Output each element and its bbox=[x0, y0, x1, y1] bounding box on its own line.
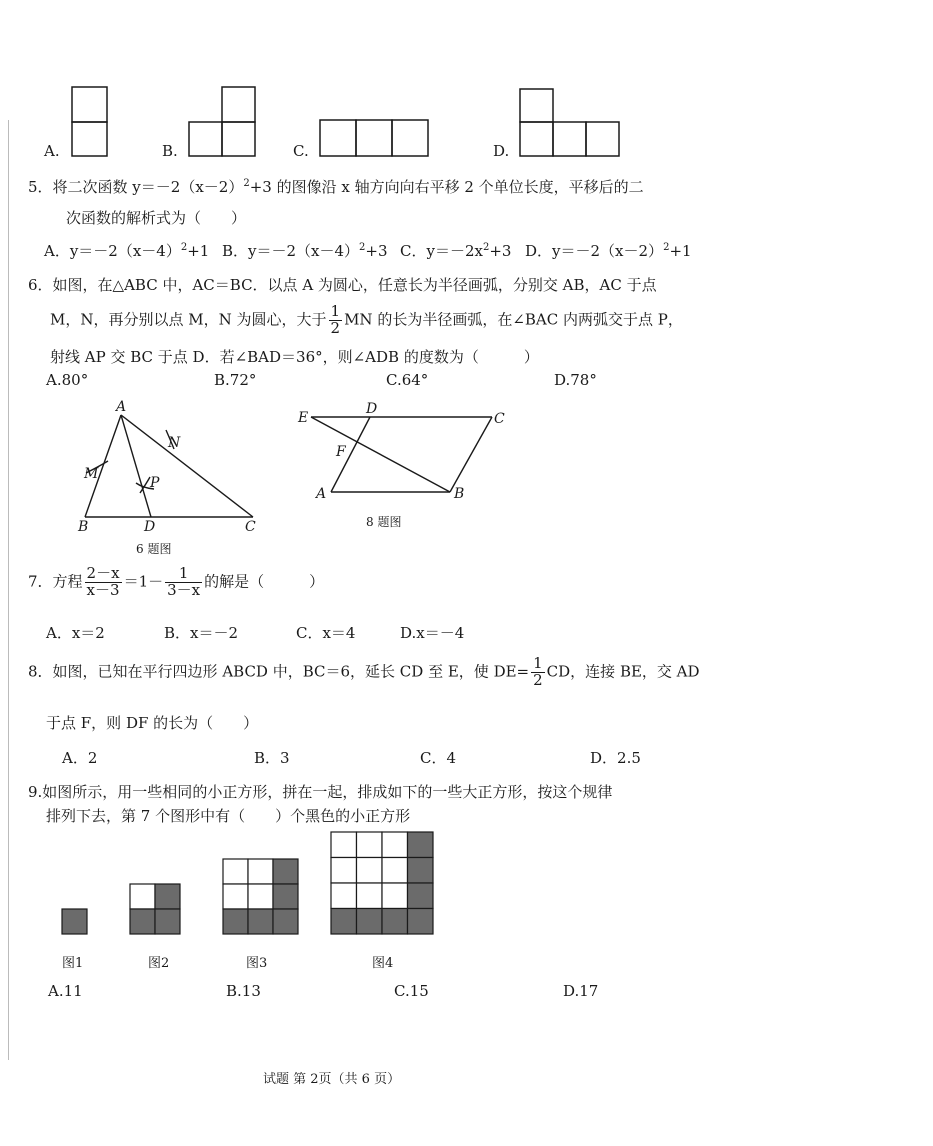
fig2-label: 图2 bbox=[148, 956, 170, 970]
label-f: F bbox=[336, 444, 346, 460]
fig2-cell-white bbox=[130, 884, 155, 909]
side-cb bbox=[450, 417, 492, 492]
fig3-cell-black bbox=[273, 859, 298, 884]
q9-square-pattern bbox=[0, 820, 480, 970]
fig3-cell-black bbox=[248, 909, 273, 934]
q7-option-c: C．x＝4 bbox=[296, 624, 356, 642]
q4-c-square-3 bbox=[392, 120, 428, 156]
q9-option-d: D.17 bbox=[563, 982, 599, 1000]
q6-figure-caption: 6 题图 bbox=[136, 542, 172, 556]
fig3-cell-white bbox=[223, 884, 248, 909]
q4-c-square-1 bbox=[320, 120, 356, 156]
label-a: A bbox=[316, 486, 327, 502]
q5-option-c: C．$y=-2x^2+3$ bbox=[400, 242, 512, 260]
q5-line1: 5．将二次函数 $y=-2(x-2)^2+3$ 的图像沿 x 轴方向向右平移 2 个单位长度，平移后的二 bbox=[28, 178, 644, 196]
label-b: B bbox=[78, 519, 89, 535]
fig3-cell-white bbox=[248, 859, 273, 884]
segment-eb bbox=[311, 417, 450, 492]
q6-fraction: $\frac{1}{2}$ bbox=[330, 302, 341, 337]
q8-option-c: C．4 bbox=[420, 749, 457, 767]
q6-option-a: A.80° bbox=[46, 371, 89, 389]
q6-option-b: B.72° bbox=[214, 371, 257, 389]
q6-line2: M，N，再分别以点 M，N 为圆心，大于 $\frac{1}{2}$ MN 的长为半径画弧，在∠BAC 内两弧交于点 P， bbox=[50, 302, 683, 337]
q7-fraction-1: $\frac{2-x}{x-3}$ bbox=[86, 564, 120, 599]
q4-b-square-right bbox=[222, 122, 255, 156]
fig2-cell-black bbox=[130, 909, 155, 934]
q9-line2: 排列下去，第 7 个图形中有（ ）个黑色的小正方形 bbox=[46, 807, 411, 825]
fig4-cell-white bbox=[382, 883, 408, 909]
fig4-cell-white bbox=[331, 858, 357, 884]
fig2-cell-black bbox=[155, 884, 180, 909]
q6-option-c: C.64° bbox=[386, 371, 429, 389]
q4-d-square-2 bbox=[553, 122, 586, 156]
fig3-cell-white bbox=[248, 884, 273, 909]
q9-option-b: B.13 bbox=[226, 982, 261, 1000]
fig4-cell-white bbox=[382, 832, 408, 858]
q5-line2: 次函数的解析式为（ ） bbox=[66, 209, 247, 227]
fig3-cell-black bbox=[223, 909, 248, 934]
fig4-cell-black bbox=[382, 909, 408, 935]
label-d: D bbox=[366, 401, 378, 417]
fig4-cell-black bbox=[331, 909, 357, 935]
q8-line2: 于点 F，则 DF 的长为（ ） bbox=[46, 714, 259, 732]
q4-d-square-1 bbox=[520, 122, 553, 156]
fig4-cell-black bbox=[357, 909, 383, 935]
label-n: N bbox=[168, 435, 181, 451]
q9-option-a: A.11 bbox=[48, 982, 83, 1000]
q8-fraction: $\frac{1}{2}$ bbox=[533, 654, 543, 689]
q6-triangle-figure bbox=[70, 395, 290, 565]
q5-option-b: B．$y=-2(x-4)^2+3$ bbox=[222, 242, 388, 260]
q8-option-b: B．3 bbox=[254, 749, 290, 767]
fig4-cell-white bbox=[331, 883, 357, 909]
fig4-cell-white bbox=[357, 883, 383, 909]
fig3-cell-white bbox=[223, 859, 248, 884]
q7-option-b: B．x＝－2 bbox=[164, 624, 239, 642]
q4-figures bbox=[0, 80, 700, 170]
label-e: E bbox=[298, 410, 309, 426]
fig4-cell-white bbox=[357, 858, 383, 884]
ray-ad bbox=[121, 415, 151, 517]
fig2-cell-black bbox=[155, 909, 180, 934]
q4-d-square-top bbox=[520, 89, 553, 122]
q4-a-square-bottom bbox=[72, 122, 107, 156]
q6-line1: 6．如图，在△ABC 中，AC＝BC．以点 A 为圆心，任意长为半径画弧，分别交 AB，AC 于点 bbox=[28, 276, 657, 294]
q7-line: 7．方程 $\frac{2-x}{x-3}$ ＝1－ $\frac{1}{3-x}$ 的解是（ ） bbox=[28, 564, 325, 599]
q6-option-d: D.78° bbox=[554, 371, 597, 389]
q5-option-d: D．$y=-2(x-2)^2+1$ bbox=[525, 242, 692, 260]
q7-fraction-2: $\frac{1}{3-x}$ bbox=[167, 564, 201, 599]
q4-d-square-3 bbox=[586, 122, 619, 156]
q8-figure-caption: 8 题图 bbox=[366, 515, 402, 529]
fig1-label: 图1 bbox=[62, 956, 84, 970]
label-c: C bbox=[245, 519, 256, 535]
label-d: D bbox=[144, 519, 156, 535]
page-footer: 试题 第 2页（共 6 页） bbox=[263, 1072, 401, 1087]
fig3-cell-black bbox=[273, 909, 298, 934]
fig4-cell-black bbox=[408, 832, 434, 858]
q4-b-square-left bbox=[189, 122, 222, 156]
fig4-label: 图4 bbox=[372, 956, 394, 970]
q9-option-c: C.15 bbox=[394, 982, 429, 1000]
q8-parallelogram-figure bbox=[290, 395, 520, 535]
fig4-cell-black bbox=[408, 909, 434, 935]
q4-b-square-top bbox=[222, 87, 255, 122]
fig3-label: 图3 bbox=[246, 956, 268, 970]
fig4-cell-black bbox=[408, 858, 434, 884]
q6-line3: 射线 AP 交 BC 于点 D．若∠BAD＝36°，则∠ADB 的度数为（ ） bbox=[50, 348, 539, 366]
q4-option-c: C. bbox=[293, 142, 309, 160]
q7-option-d: D.x＝－4 bbox=[400, 624, 465, 642]
q5-option-a: A．$y=-2(x-4)^2+1$ bbox=[44, 242, 210, 260]
side-ac bbox=[121, 415, 253, 517]
fig1-cell-black bbox=[62, 909, 87, 934]
q8-option-d: D．2.5 bbox=[590, 749, 641, 767]
q4-c-square-2 bbox=[356, 120, 392, 156]
q8-line1: 8．如图，已知在平行四边形 ABCD 中，BC＝6，延长 CD 至 E，使 DE= $\frac{1}{2}$ CD，连接 BE，交 AD bbox=[28, 654, 700, 689]
q7-option-a: A．x＝2 bbox=[46, 624, 105, 642]
fig4-cell-white bbox=[357, 832, 383, 858]
fig4-cell-white bbox=[331, 832, 357, 858]
label-c: C bbox=[494, 411, 505, 427]
fig3-cell-black bbox=[273, 884, 298, 909]
q4-option-d: D. bbox=[493, 142, 510, 160]
q8-option-a: A．2 bbox=[62, 749, 98, 767]
label-b: B bbox=[454, 486, 465, 502]
label-p: P bbox=[150, 475, 160, 491]
q4-option-a: A. bbox=[44, 142, 60, 160]
q4-option-b: B. bbox=[162, 142, 178, 160]
label-m: M bbox=[84, 466, 99, 482]
label-a: A bbox=[116, 399, 127, 415]
fig4-cell-white bbox=[382, 858, 408, 884]
fig4-cell-black bbox=[408, 883, 434, 909]
q9-line1: 9.如图所示，用一些相同的小正方形，拼在一起，排成如下的一些大正方形，按这个规律 bbox=[28, 783, 613, 801]
q4-a-square-top bbox=[72, 87, 107, 122]
